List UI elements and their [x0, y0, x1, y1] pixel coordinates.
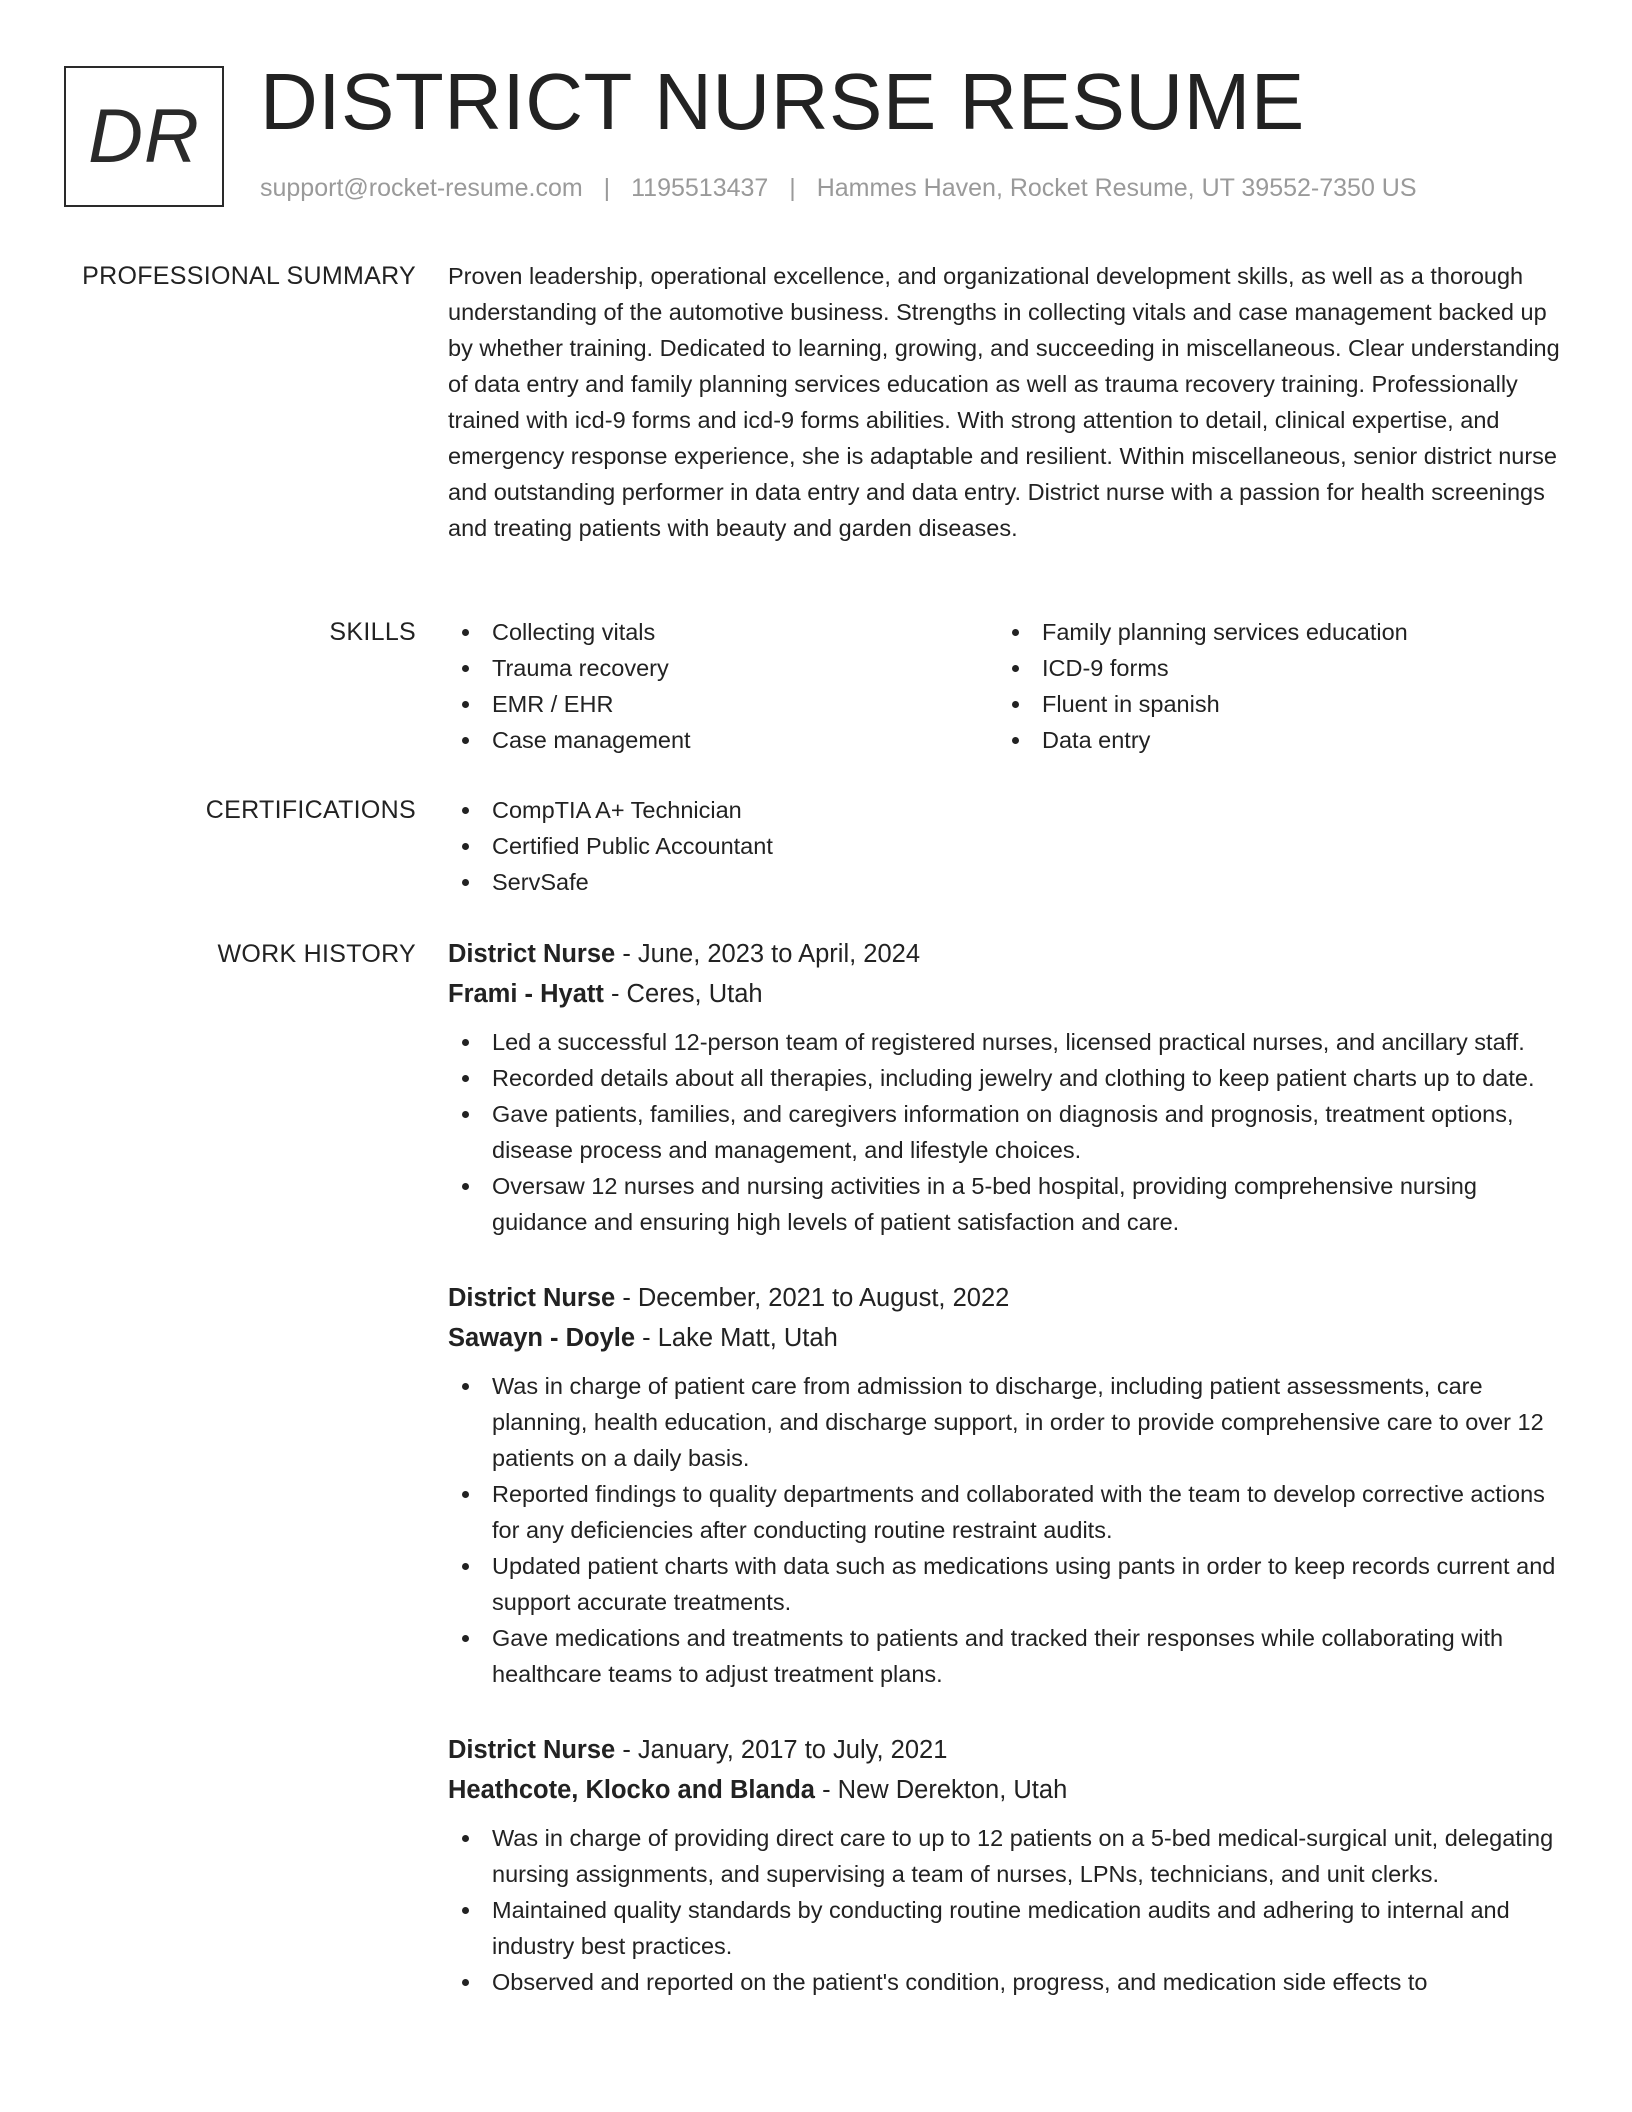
summary-text: Proven leadership, operational excellence, and organizational development skills, as well as a thorough understanding of the automotive business. Strengths in collecting vitals and case management backed up by whether training. Dedicated to learning, growing, and succeeding in miscellaneous. Clear understanding of data entry and family planning services education as well as trauma recovery training. Professionally trained with icd-9 forms and icd-9 forms abilities. With strong attention to detail, clinical expertise, and emergency response experience, she is adaptable and resilient. Within miscellaneous, senior district nurse and outstanding performer in data entry and data entry. District nurse with a passion for health screenings and treating patients with beauty and garden diseases.: [448, 263, 1560, 541]
job-title: District Nurse: [448, 1736, 616, 1764]
contact-separator: |: [789, 174, 796, 202]
job-entry: [448, 1730, 1572, 2000]
certifications-list: [448, 792, 1572, 900]
certification-item: CompTIA A+ Technician: [448, 792, 1572, 828]
skill-item: Collecting vitals: [448, 614, 998, 650]
job-bullet: Was in charge of providing direct care to up to 12 patients on a 5-bed medical-surgical unit, delegating nursing assignments, and supervising a team of nurses, LPNs, technicians, and unit clerks.: [448, 1820, 1572, 1892]
contact-line: [260, 174, 1417, 203]
skill-item: Fluent in spanish: [998, 686, 1548, 722]
monogram-logo: DR: [64, 66, 224, 207]
skill-item: Trauma recovery: [448, 650, 998, 686]
job-bullet: Led a successful 12-person team of registered nurses, licensed practical nurses, and ancillary staff.: [448, 1024, 1572, 1060]
work-history-heading: WORK HISTORY: [217, 940, 416, 968]
job-company: Sawayn - Doyle: [448, 1324, 636, 1352]
job-bullet: Recorded details about all therapies, including jewelry and clothing to keep patient charts up to date.: [448, 1060, 1572, 1096]
job-location: - Ceres, Utah: [603, 980, 763, 1008]
skills-list: [448, 614, 1572, 758]
job-title-line: [448, 1278, 1572, 1318]
job-company-line: [448, 1318, 1572, 1358]
contact-address: Hammes Haven, Rocket Resume, UT 39552-7350 US: [816, 174, 1417, 202]
job-bullet: Maintained quality standards by conducting routine medication audits and adhering to internal and industry best practices.: [448, 1892, 1572, 1964]
job-dates: - December, 2021 to August, 2022: [615, 1284, 1010, 1312]
job-bullet: Gave medications and treatments to patients and tracked their responses while collaborating with healthcare teams to adjust treatment plans.: [448, 1620, 1572, 1692]
resume-title: DISTRICT NURSE RESUME: [260, 57, 1305, 146]
certifications-heading: CERTIFICATIONS: [205, 796, 416, 824]
job-entry: [448, 934, 1572, 1240]
job-company-line: [448, 1770, 1572, 1810]
job-company-line: [448, 974, 1572, 1014]
certification-item: Certified Public Accountant: [448, 828, 1572, 864]
job-title-line: [448, 934, 1572, 974]
job-bullets: [448, 1820, 1572, 2000]
job-bullet: Gave patients, families, and caregivers information on diagnosis and prognosis, treatment options, disease process and management, and lifestyle choices.: [448, 1096, 1572, 1168]
contact-separator: |: [603, 174, 611, 202]
job-bullet: Was in charge of patient care from admission to discharge, including patient assessments, care planning, health education, and discharge support, in order to provide comprehensive care to over 12 patients on a daily basis.: [448, 1368, 1572, 1476]
summary-heading: PROFESSIONAL SUMMARY: [82, 262, 416, 290]
job-title: District Nurse: [448, 1284, 616, 1312]
job-title-line: [448, 1730, 1572, 1770]
contact-phone: 1195513437: [631, 174, 769, 202]
job-title: District Nurse: [448, 940, 616, 968]
certification-item: ServSafe: [448, 864, 1572, 900]
job-dates: - June, 2023 to April, 2024: [615, 940, 921, 968]
job-bullet: Observed and reported on the patient's condition, progress, and medication side effects to: [448, 1964, 1572, 2000]
job-company: Heathcote, Klocko and Blanda: [448, 1776, 815, 1804]
skill-item: Data entry: [998, 722, 1548, 758]
job-company: Frami - Hyatt: [448, 980, 604, 1008]
job-location: - Lake Matt, Utah: [635, 1324, 838, 1352]
job-dates: - January, 2017 to July, 2021: [615, 1736, 948, 1764]
skill-item: Family planning services education: [998, 614, 1548, 650]
job-entry: [448, 1278, 1572, 1692]
job-bullets: [448, 1024, 1572, 1240]
job-location: - New Derekton, Utah: [815, 1776, 1068, 1804]
job-bullet: Oversaw 12 nurses and nursing activities in a 5-bed hospital, providing comprehensive nursing guidance and ensuring high levels of patient satisfaction and care.: [448, 1168, 1572, 1240]
skills-heading: SKILLS: [329, 618, 416, 646]
skill-item: Case management: [448, 722, 998, 758]
contact-email: support@rocket-resume.com: [260, 174, 583, 202]
skill-item: ICD-9 forms: [998, 650, 1548, 686]
job-bullet: Reported findings to quality departments and collaborated with the team to develop corrective actions for any deficiencies after conducting routine restraint audits.: [448, 1476, 1572, 1548]
skill-item: EMR / EHR: [448, 686, 998, 722]
job-bullets: [448, 1368, 1572, 1692]
job-bullet: Updated patient charts with data such as medications using pants in order to keep records current and support accurate treatments.: [448, 1548, 1572, 1620]
